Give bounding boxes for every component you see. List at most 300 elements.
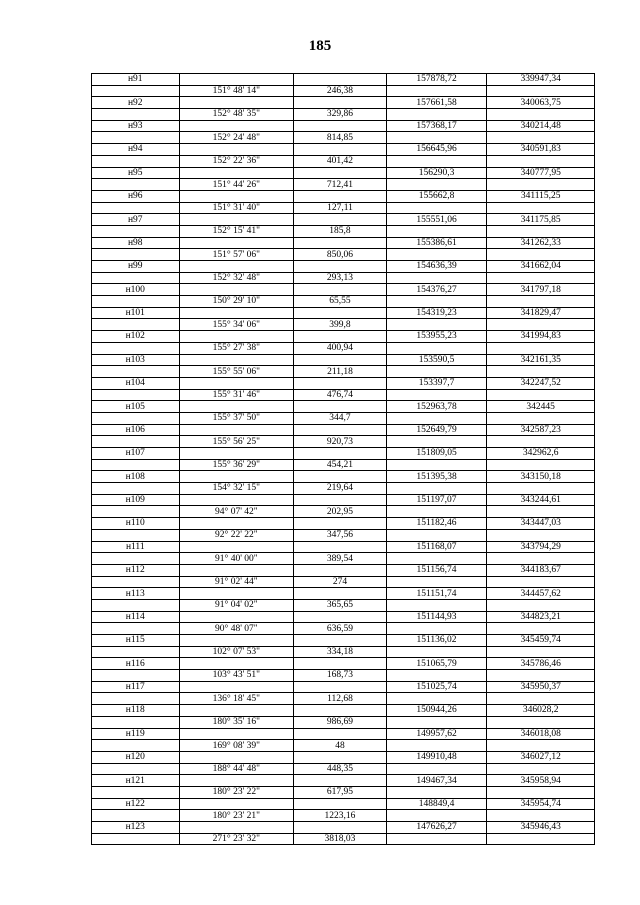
x-coordinate: 156290,3 [386,167,487,179]
point-name: н99 [92,261,180,273]
point-cell-empty [92,506,180,518]
x-coordinate: 155662,8 [386,190,487,202]
point-name: н123 [92,822,180,834]
point-row [92,588,595,600]
point-cell-empty [92,296,180,308]
y-cell-empty [487,810,595,822]
length-cell-empty [294,167,387,179]
y-coordinate: 341115,25 [487,190,595,202]
point-cell-empty [92,833,180,845]
point-cell-empty [92,576,180,588]
x-cell-empty [386,623,487,635]
y-coordinate: 341262,33 [487,237,595,249]
y-cell-empty [487,272,595,284]
x-cell-empty [386,179,487,191]
angle-cell-empty [179,284,294,296]
segment-length: 246,38 [294,85,387,97]
segment-row [92,249,595,261]
y-cell-empty [487,483,595,495]
segment-length: 636,59 [294,623,387,635]
length-cell-empty [294,705,387,717]
point-row [92,681,595,693]
y-coordinate: 341829,47 [487,307,595,319]
segment-row [92,389,595,401]
length-cell-empty [294,564,387,576]
point-name: н104 [92,377,180,389]
y-coordinate: 342587,23 [487,424,595,436]
y-cell-empty [487,576,595,588]
segment-row [92,319,595,331]
y-coordinate: 345786,46 [487,658,595,670]
point-name: н111 [92,541,180,553]
angle-cell-empty [179,588,294,600]
point-name: н114 [92,611,180,623]
point-cell-empty [92,693,180,705]
point-cell-empty [92,109,180,121]
x-cell-empty [386,202,487,214]
point-name: н91 [92,74,180,86]
segment-row [92,623,595,635]
angle-cell-empty [179,448,294,460]
direction-angle: 91° 04' 02" [179,599,294,611]
y-coordinate: 344183,67 [487,564,595,576]
x-cell-empty [386,155,487,167]
point-name: н121 [92,775,180,787]
y-cell-empty [487,763,595,775]
y-coordinate: 339947,34 [487,74,595,86]
point-cell-empty [92,389,180,401]
angle-cell-empty [179,658,294,670]
y-cell-empty [487,506,595,518]
segment-length: 448,35 [294,763,387,775]
x-coordinate: 157878,72 [386,74,487,86]
x-cell-empty [386,249,487,261]
angle-cell-empty [179,377,294,389]
direction-angle: 155° 55' 06" [179,366,294,378]
x-coordinate: 155386,61 [386,237,487,249]
length-cell-empty [294,588,387,600]
y-cell-empty [487,833,595,845]
segment-row [92,786,595,798]
segment-row [92,646,595,658]
direction-angle: 155° 27' 38" [179,342,294,354]
x-cell-empty [386,366,487,378]
segment-length: 617,95 [294,786,387,798]
segment-row [92,483,595,495]
angle-cell-empty [179,681,294,693]
length-cell-empty [294,424,387,436]
segment-length: 400,94 [294,342,387,354]
segment-row [92,716,595,728]
point-row [92,284,595,296]
y-coordinate: 343447,03 [487,518,595,530]
x-coordinate: 149467,34 [386,775,487,787]
x-coordinate: 153955,23 [386,331,487,343]
x-cell-empty [386,576,487,588]
y-cell-empty [487,249,595,261]
y-coordinate: 340777,95 [487,167,595,179]
angle-cell-empty [179,751,294,763]
length-cell-empty [294,611,387,623]
angle-cell-empty [179,144,294,156]
direction-angle: 188° 44' 48" [179,763,294,775]
point-name: н113 [92,588,180,600]
direction-angle: 152° 15' 41" [179,225,294,237]
segment-length: 329,86 [294,109,387,121]
x-coordinate: 151136,02 [386,635,487,647]
segment-row [92,272,595,284]
point-name: н119 [92,728,180,740]
y-coordinate: 343244,61 [487,494,595,506]
point-cell-empty [92,366,180,378]
angle-cell-empty [179,354,294,366]
segment-length: 920,73 [294,436,387,448]
y-coordinate: 342247,52 [487,377,595,389]
segment-length: 389,54 [294,553,387,565]
y-cell-empty [487,693,595,705]
point-row [92,705,595,717]
x-coordinate: 147626,27 [386,822,487,834]
point-row [92,635,595,647]
segment-length: 3818,03 [294,833,387,845]
direction-angle: 151° 57' 06" [179,249,294,261]
y-coordinate: 346027,12 [487,751,595,763]
length-cell-empty [294,144,387,156]
point-cell-empty [92,436,180,448]
point-name: н107 [92,448,180,460]
angle-cell-empty [179,705,294,717]
point-row [92,775,595,787]
segment-row [92,296,595,308]
y-cell-empty [487,366,595,378]
x-cell-empty [386,693,487,705]
x-coordinate: 152963,78 [386,401,487,413]
x-coordinate: 152649,79 [386,424,487,436]
point-cell-empty [92,786,180,798]
x-cell-empty [386,412,487,424]
y-cell-empty [487,389,595,401]
segment-row [92,740,595,752]
point-cell-empty [92,599,180,611]
direction-angle: 94° 07' 42" [179,506,294,518]
point-name: н112 [92,564,180,576]
segment-length: 476,74 [294,389,387,401]
segment-length: 48 [294,740,387,752]
point-row [92,261,595,273]
point-row [92,97,595,109]
segment-row [92,529,595,541]
point-row [92,331,595,343]
direction-angle: 155° 56' 25" [179,436,294,448]
point-cell-empty [92,716,180,728]
x-coordinate: 149910,48 [386,751,487,763]
x-cell-empty [386,225,487,237]
point-cell-empty [92,483,180,495]
angle-cell-empty [179,798,294,810]
direction-angle: 151° 48' 14" [179,85,294,97]
point-name: н100 [92,284,180,296]
length-cell-empty [294,728,387,740]
point-name: н106 [92,424,180,436]
x-cell-empty [386,272,487,284]
segment-row [92,179,595,191]
point-cell-empty [92,529,180,541]
direction-angle: 91° 02' 44" [179,576,294,588]
point-row [92,167,595,179]
angle-cell-empty [179,775,294,787]
point-row [92,448,595,460]
x-coordinate: 150944,26 [386,705,487,717]
angle-cell-empty [179,564,294,576]
x-coordinate: 151197,07 [386,494,487,506]
segment-row [92,342,595,354]
x-cell-empty [386,296,487,308]
y-cell-empty [487,132,595,144]
point-name: н97 [92,214,180,226]
direction-angle: 169° 08' 39" [179,740,294,752]
x-coordinate: 154636,39 [386,261,487,273]
point-cell-empty [92,810,180,822]
point-cell-empty [92,319,180,331]
point-row [92,564,595,576]
y-coordinate: 340591,83 [487,144,595,156]
point-name: н96 [92,190,180,202]
point-row [92,658,595,670]
y-cell-empty [487,109,595,121]
x-cell-empty [386,599,487,611]
segment-length: 274 [294,576,387,588]
point-row [92,354,595,366]
segment-row [92,763,595,775]
y-coordinate: 345946,43 [487,822,595,834]
segment-length: 344,7 [294,412,387,424]
y-cell-empty [487,786,595,798]
segment-length: 219,64 [294,483,387,495]
angle-cell-empty [179,261,294,273]
point-name: н118 [92,705,180,717]
length-cell-empty [294,284,387,296]
y-coordinate: 341994,83 [487,331,595,343]
y-cell-empty [487,646,595,658]
direction-angle: 103° 43' 51" [179,670,294,682]
direction-angle: 151° 31' 40" [179,202,294,214]
x-coordinate: 151809,05 [386,448,487,460]
point-name: н110 [92,518,180,530]
point-row [92,424,595,436]
x-cell-empty [386,810,487,822]
point-cell-empty [92,179,180,191]
direction-angle: 271° 23' 32" [179,833,294,845]
x-cell-empty [386,763,487,775]
point-name: н93 [92,120,180,132]
direction-angle: 155° 36' 29" [179,459,294,471]
segment-row [92,670,595,682]
point-name: н102 [92,331,180,343]
segment-length: 211,18 [294,366,387,378]
segment-length: 399,8 [294,319,387,331]
segment-length: 65,55 [294,296,387,308]
point-row [92,822,595,834]
point-cell-empty [92,670,180,682]
y-cell-empty [487,412,595,424]
angle-cell-empty [179,424,294,436]
x-coordinate: 151151,74 [386,588,487,600]
length-cell-empty [294,237,387,249]
length-cell-empty [294,751,387,763]
y-cell-empty [487,529,595,541]
y-cell-empty [487,740,595,752]
segment-length: 365,65 [294,599,387,611]
direction-angle: 180° 23' 21" [179,810,294,822]
y-coordinate: 342161,35 [487,354,595,366]
segment-length: 185,8 [294,225,387,237]
length-cell-empty [294,541,387,553]
y-coordinate: 342445 [487,401,595,413]
x-coordinate: 153397,7 [386,377,487,389]
point-cell-empty [92,132,180,144]
y-cell-empty [487,342,595,354]
point-name: н122 [92,798,180,810]
angle-cell-empty [179,494,294,506]
length-cell-empty [294,261,387,273]
y-coordinate: 344457,62 [487,588,595,600]
segment-row [92,436,595,448]
direction-angle: 92° 22' 22" [179,529,294,541]
segment-length: 401,42 [294,155,387,167]
y-coordinate: 343150,18 [487,471,595,483]
angle-cell-empty [179,822,294,834]
direction-angle: 152° 22' 36" [179,155,294,167]
direction-angle: 180° 23' 22" [179,786,294,798]
direction-angle: 90° 48' 07" [179,623,294,635]
segment-row [92,459,595,471]
point-cell-empty [92,155,180,167]
y-cell-empty [487,599,595,611]
angle-cell-empty [179,167,294,179]
point-name: н95 [92,167,180,179]
point-cell-empty [92,763,180,775]
segment-row [92,506,595,518]
y-cell-empty [487,85,595,97]
point-row [92,237,595,249]
point-name: н108 [92,471,180,483]
x-coordinate: 149957,62 [386,728,487,740]
length-cell-empty [294,518,387,530]
length-cell-empty [294,494,387,506]
segment-row [92,366,595,378]
direction-angle: 155° 31' 46" [179,389,294,401]
point-name: н120 [92,751,180,763]
x-cell-empty [386,786,487,798]
y-cell-empty [487,225,595,237]
point-cell-empty [92,249,180,261]
x-cell-empty [386,646,487,658]
y-coordinate: 343794,29 [487,541,595,553]
segment-row [92,155,595,167]
point-row [92,728,595,740]
point-row [92,494,595,506]
x-cell-empty [386,85,487,97]
length-cell-empty [294,190,387,202]
segment-length: 334,18 [294,646,387,658]
point-cell-empty [92,459,180,471]
segment-row [92,85,595,97]
x-cell-empty [386,670,487,682]
point-row [92,144,595,156]
length-cell-empty [294,635,387,647]
point-row [92,377,595,389]
x-coordinate: 156645,96 [386,144,487,156]
x-coordinate: 154319,23 [386,307,487,319]
y-coordinate: 344823,21 [487,611,595,623]
length-cell-empty [294,74,387,86]
angle-cell-empty [179,190,294,202]
x-cell-empty [386,436,487,448]
y-cell-empty [487,623,595,635]
angle-cell-empty [179,97,294,109]
direction-angle: 136° 18' 45" [179,693,294,705]
x-coordinate: 148849,4 [386,798,487,810]
y-coordinate: 341797,18 [487,284,595,296]
point-cell-empty [92,202,180,214]
segment-length: 850,06 [294,249,387,261]
point-name: н116 [92,658,180,670]
x-cell-empty [386,553,487,565]
point-cell-empty [92,623,180,635]
y-coordinate: 340063,75 [487,97,595,109]
point-cell-empty [92,342,180,354]
angle-cell-empty [179,611,294,623]
x-cell-empty [386,483,487,495]
point-cell-empty [92,646,180,658]
point-name: н92 [92,97,180,109]
segment-length: 712,41 [294,179,387,191]
segment-row [92,109,595,121]
segment-length: 814,85 [294,132,387,144]
angle-cell-empty [179,401,294,413]
point-row [92,798,595,810]
point-name: н105 [92,401,180,413]
y-cell-empty [487,553,595,565]
length-cell-empty [294,377,387,389]
angle-cell-empty [179,237,294,249]
segment-length: 168,73 [294,670,387,682]
y-coordinate: 341175,85 [487,214,595,226]
x-coordinate: 157661,58 [386,97,487,109]
segment-row [92,225,595,237]
direction-angle: 152° 48' 35" [179,109,294,121]
angle-cell-empty [179,307,294,319]
length-cell-empty [294,214,387,226]
point-cell-empty [92,225,180,237]
point-cell-empty [92,553,180,565]
direction-angle: 152° 32' 48" [179,272,294,284]
page-number: 185 [308,38,332,54]
length-cell-empty [294,798,387,810]
direction-angle: 152° 24' 48" [179,132,294,144]
length-cell-empty [294,307,387,319]
point-cell-empty [92,85,180,97]
point-name: н115 [92,635,180,647]
direction-angle: 180° 35' 16" [179,716,294,728]
segment-length: 112,68 [294,693,387,705]
angle-cell-empty [179,331,294,343]
x-cell-empty [386,459,487,471]
x-cell-empty [386,109,487,121]
point-cell-empty [92,272,180,284]
y-coordinate: 342962,6 [487,448,595,460]
point-row [92,518,595,530]
